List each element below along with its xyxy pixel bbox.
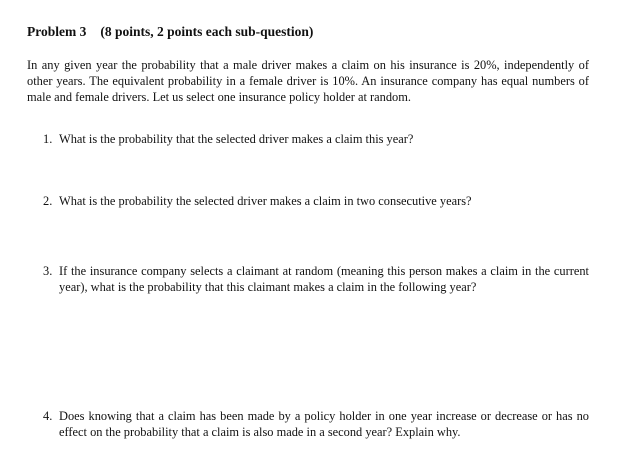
problem-heading bbox=[27, 24, 313, 40]
question-number: 4. bbox=[43, 409, 53, 423]
question-number: 1. bbox=[43, 132, 53, 146]
question-text: If the insurance company selects a claimant at random (meaning this person makes a claim in the current year), what is the probability that this claimant makes a claim in the following year? bbox=[59, 264, 589, 294]
question-3 bbox=[43, 263, 589, 295]
question-4 bbox=[43, 408, 589, 440]
question-1 bbox=[43, 131, 589, 147]
problem-label: Problem 3 bbox=[27, 24, 87, 39]
problem-points: (8 points, 2 points each sub-question) bbox=[100, 24, 314, 39]
question-number: 2. bbox=[43, 194, 53, 208]
question-text: Does knowing that a claim has been made by a policy holder in one year increase or decrease or has no effect on the probability that a claim is also made in a second year? Explain why. bbox=[59, 409, 589, 439]
question-text: What is the probability that the selected driver makes a claim this year? bbox=[59, 132, 414, 146]
problem-intro: In any given year the probability that a male driver makes a claim on his insurance is 20%, independently of other years. The equivalent probability in a female driver is 10%. An insurance company has equal numbers of male and female drivers. Let us select one insurance policy holder at random. bbox=[27, 58, 589, 104]
question-number: 3. bbox=[43, 264, 53, 278]
question-text: What is the probability the selected driver makes a claim in two consecutive years? bbox=[59, 194, 472, 208]
question-2 bbox=[43, 193, 589, 209]
